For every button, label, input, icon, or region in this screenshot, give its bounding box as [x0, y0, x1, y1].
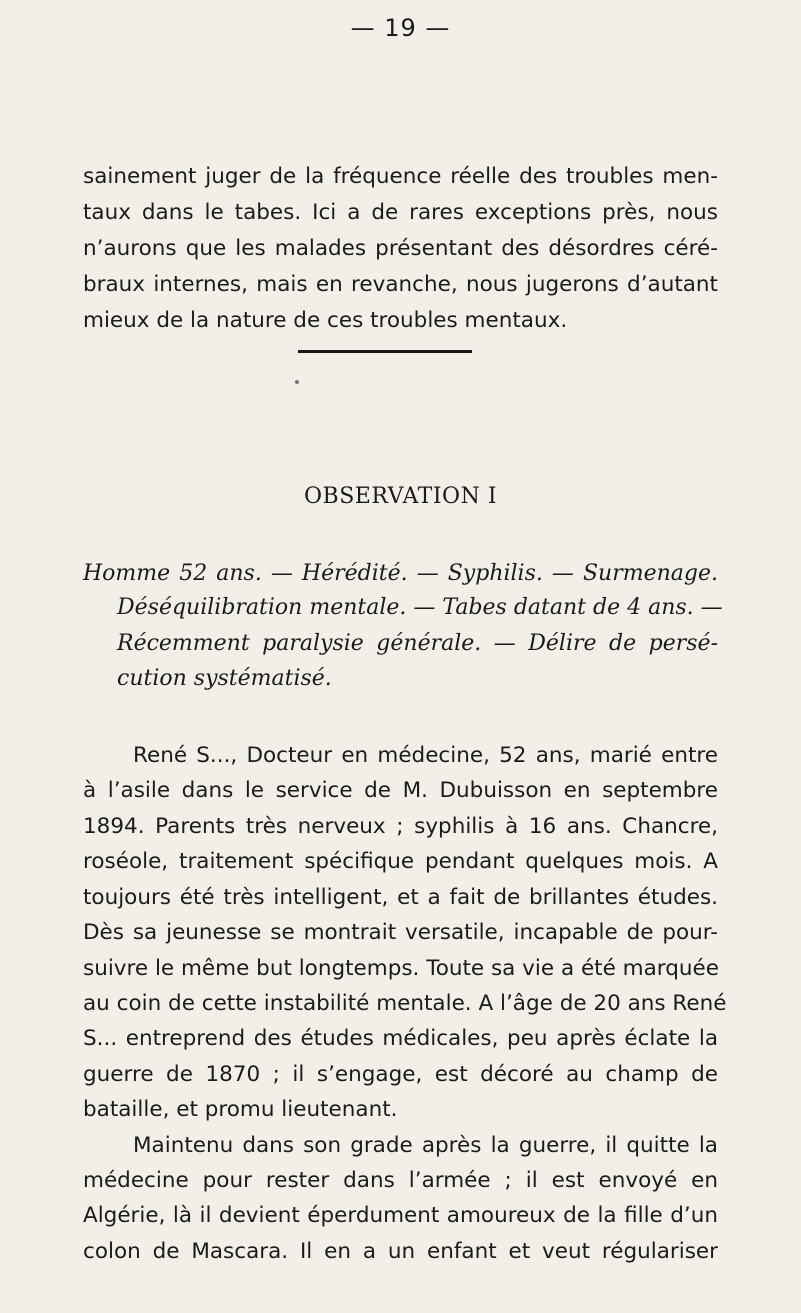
text-line: braux internes, mais en revanche, nous jugerons d’autant	[83, 272, 718, 297]
text-line: médecine pour rester dans l’armée ; il est envoyé en	[83, 1168, 718, 1193]
text-line: à l’asile dans le service de M. Dubuisson en septembre	[83, 778, 718, 803]
text-line: René S..., Docteur en médecine, 52 ans, marié entre	[133, 743, 718, 768]
text-line: colon de Mascara. Il en a un enfant et veut régulariser	[83, 1239, 718, 1264]
text-line: suivre le même but longtemps. Toute sa vie a été marquée	[83, 956, 719, 981]
text-line: n’aurons que les malades présentant des désordres céré-	[83, 236, 718, 261]
text-line: au coin de cette instabilité mentale. A l’âge de 20 ans René	[83, 991, 727, 1016]
text-line: bataille, et promu lieutenant.	[83, 1097, 398, 1122]
text-line: toujours été très intelligent, et a fait de brillantes études.	[83, 885, 718, 910]
observation-title: OBSERVATION I	[303, 484, 498, 509]
text-line: guerre de 1870 ; il s’engage, est décoré au champ de	[83, 1062, 718, 1087]
text-line: taux dans le tabes. Ici a de rares exceptions près, nous	[83, 200, 718, 225]
text-line: mieux de la nature de ces troubles mentaux.	[83, 308, 568, 333]
text-line: S... entreprend des études médicales, peu après éclate la	[83, 1026, 718, 1051]
print-speck	[295, 380, 299, 384]
text-line: Dès sa jeunesse se montrait versatile, incapable de pour-	[83, 920, 718, 945]
text-line: 1894. Parents très nerveux ; syphilis à 16 ans. Chancre,	[83, 814, 718, 839]
text-line: Maintenu dans son grade après la guerre, il quitte la	[133, 1133, 718, 1158]
summary-line: Déséquilibration mentale. — Tabes datant de 4 ans. —	[117, 595, 723, 620]
page-number: — 19 —	[350, 14, 451, 42]
text-line: roséole, traitement spécifique pendant quelques mois. A	[83, 849, 718, 874]
section-divider	[298, 350, 472, 353]
text-line: Algérie, là il devient éperdument amoureux de la fille d’un	[83, 1203, 718, 1228]
summary-line: cution systématisé.	[117, 666, 332, 691]
summary-line: Récemment paralysie générale. — Délire de persé-	[117, 631, 718, 656]
summary-line: Homme 52 ans. — Hérédité. — Syphilis. — Surmenage.	[83, 561, 718, 586]
text-line: sainement juger de la fréquence réelle des troubles men-	[83, 164, 718, 189]
